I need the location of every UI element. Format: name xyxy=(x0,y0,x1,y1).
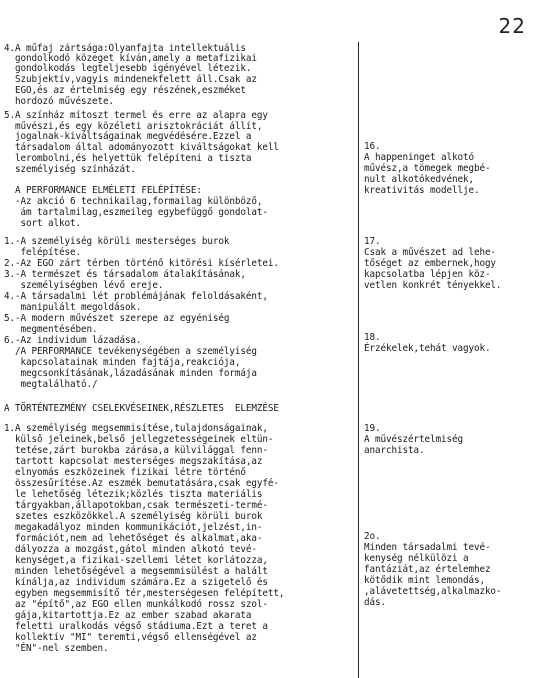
body-text-line: dályozza a mozgást,gátol minden alkotó tevé- xyxy=(4,544,257,555)
body-text-line: megcsonkításának,lázadásának minden formája xyxy=(4,368,257,379)
body-text-line: 5.A színház mítoszt termel és erre az alapra egy xyxy=(4,110,268,121)
body-text-line: lerombolni,és helyettük felépíteni a tiszta xyxy=(4,153,252,164)
body-text-line: elnyomás eszközeinek fizikai létre történő xyxy=(4,467,246,478)
body-text-line: gondolkodás legteljesebb igényével létezik. xyxy=(4,63,252,74)
margin-note-line: vetlen konkrét tényekkel. xyxy=(364,280,502,291)
body-text-line: manipulált megoldások. xyxy=(4,302,142,313)
body-text-line: művészi,és egy közéleti arisztokráciát állít, xyxy=(4,121,263,132)
margin-note-line: kötődik mint lemondás, xyxy=(364,575,485,586)
margin-note-line: ,alávetettség,alkalmazko- xyxy=(364,586,502,597)
margin-note-line: kreativitás modellje. xyxy=(364,185,480,196)
body-text-line: jogalnak-kiváltságainak megvédésére.Ezzel a xyxy=(4,131,252,142)
body-text-line: /A PERFORMANCE tevékenységében a személyiség xyxy=(4,346,257,357)
body-text-line: személyiség színházát. xyxy=(4,164,136,175)
margin-note-line: művész,a tömegek megbé- xyxy=(364,163,491,174)
body-text-line: egyben megsemmisítő tér,mesterségesen felépített, xyxy=(4,588,285,599)
body-text-line: 5.-A modern művészet szerepe az egyéniség xyxy=(4,313,230,324)
body-text-line: A PERFORMANCE ELMÉLETI FELÉPÍTÉSE: xyxy=(4,185,202,196)
margin-note-line: 19. xyxy=(364,423,381,434)
body-text-line: sort alkot. xyxy=(4,218,81,229)
margin-note-line: A happeninget alkotó xyxy=(364,152,474,163)
body-text-line: 1.-A személyiség körüli mesterséges burok xyxy=(4,236,230,247)
body-text-line: 3.-A természet és társadalom átalakításának, xyxy=(4,269,246,280)
margin-note-line: 2o. xyxy=(364,531,381,542)
body-text-line: kenységet,a fizikai-szellemi létet korlátozza, xyxy=(4,555,268,566)
margin-note-line: kenység nélkülözi a xyxy=(364,553,469,564)
body-text-line: "ÉN"-nel szemben. xyxy=(4,643,109,654)
body-text-line: tárgyakban,állapotokban,csak természeti-termé- xyxy=(4,500,268,511)
body-text-line: külső jeleinek,belső jellegzetességeinek eltün- xyxy=(4,434,274,445)
margin-note-line: 16. xyxy=(364,141,381,152)
page-number: 22 xyxy=(498,14,526,38)
body-text-line: 4.A műfaj zártsága:Olyanfajta intellektuális xyxy=(4,43,246,54)
body-text-line: felépítése. xyxy=(4,247,81,258)
margin-note-line: nult alkotókedvének, xyxy=(364,174,474,185)
margin-note-line: Csak a művészet ad lehe- xyxy=(364,247,496,258)
body-text-line: EGO,és az értelmiség egy részének,eszméket xyxy=(4,85,246,96)
margin-note-line: 17. xyxy=(364,236,381,247)
body-text-line: 4.-A társadalmi lét problémájának feloldásaként, xyxy=(4,291,268,302)
margin-note-line: Érzékelek,tehát vagyok. xyxy=(364,343,491,354)
body-text-line: gája,kitartottja.Ez az ember szabad akarata xyxy=(4,610,252,621)
margin-note-line: dás. xyxy=(364,597,386,608)
body-text-line: kínálja,az individum számára.Ez a szigetelő és xyxy=(4,577,268,588)
body-text-line: összesűrítése.Az eszmék bemutatására,csak egyfé- xyxy=(4,478,279,489)
body-text-line: megtalálható./ xyxy=(4,379,98,390)
margin-note-line: anarchista. xyxy=(364,445,425,456)
body-text-line: kapcsolatainak minden fajtája,reakciója, xyxy=(4,357,241,368)
body-text-line: kollektív "MI" teremti,végső ellenségével az xyxy=(4,632,257,643)
body-text-line: gondolkodó közeget kíván,amely a metafizikai xyxy=(4,53,257,64)
body-text-line: személyiségben lévő ereje. xyxy=(4,280,164,291)
body-text-line: minden lehetőségével a megsemmisülést a halált xyxy=(4,566,268,577)
column-divider xyxy=(358,42,359,678)
body-text-line: formációt,nem ad lehetőséget és alkalmat,aka- xyxy=(4,533,263,544)
margin-note-line: kapcsolatba lépjen köz- xyxy=(364,269,491,280)
body-text-line: 1.A személyiség megsemmisítése,tulajdonságainak, xyxy=(4,423,268,434)
margin-note-line: 18. xyxy=(364,332,381,343)
body-text-line: Szubjektív,vagyis mindenekfelett áll.Csak az xyxy=(4,74,257,85)
body-text-line: tartott kapcsolat mesterséges megszakítása,az xyxy=(4,456,263,467)
body-text-line: szetes eszközökkel.A személyiség körüli burok xyxy=(4,511,263,522)
margin-note-line: tőséget az embernek,hogy xyxy=(364,258,496,269)
margin-note-line: fantáziát,az értelemhez xyxy=(364,564,491,575)
body-text-line: le lehetőség létezik;közlés tiszta materiális xyxy=(4,489,263,500)
body-text-line: feletti uralkodás végső stádiuma.Ezt a teret a xyxy=(4,621,268,632)
body-text-line: A TÖRTÉNTEZMÉNY CSELEKVÉSEINEK,RÉSZLETES ELEMZÉSE xyxy=(4,403,279,414)
body-text-line: ám tartalmilag,eszmeileg egybefüggő gondolat- xyxy=(4,207,268,218)
body-text-line: hordozó művészete. xyxy=(4,96,114,107)
body-text-line: megakadályoz minden kommunikációt,jelzést,in- xyxy=(4,522,263,533)
body-text-line: 6.-Az individum lázadása. xyxy=(4,335,142,346)
body-text-line: társadalom által adományozott kiváltságokat kell xyxy=(4,142,279,153)
margin-note-line: A művészértelmiség xyxy=(364,434,463,445)
body-text-line: -Az akció 6 technikailag,formailag különböző, xyxy=(4,196,263,207)
body-text-line: az "építő",az EGO ellen munkálkodó rossz szol- xyxy=(4,599,268,610)
body-text-line: tetése,zárt burokba zárása,a külvilággal fenn- xyxy=(4,445,268,456)
body-text-line: 2.-Az EGO zárt térben történő kitörési kísérletei. xyxy=(4,258,279,269)
body-text-line: megmentésében. xyxy=(4,324,98,335)
margin-note-line: Minden társadalmi tevé- xyxy=(364,542,491,553)
